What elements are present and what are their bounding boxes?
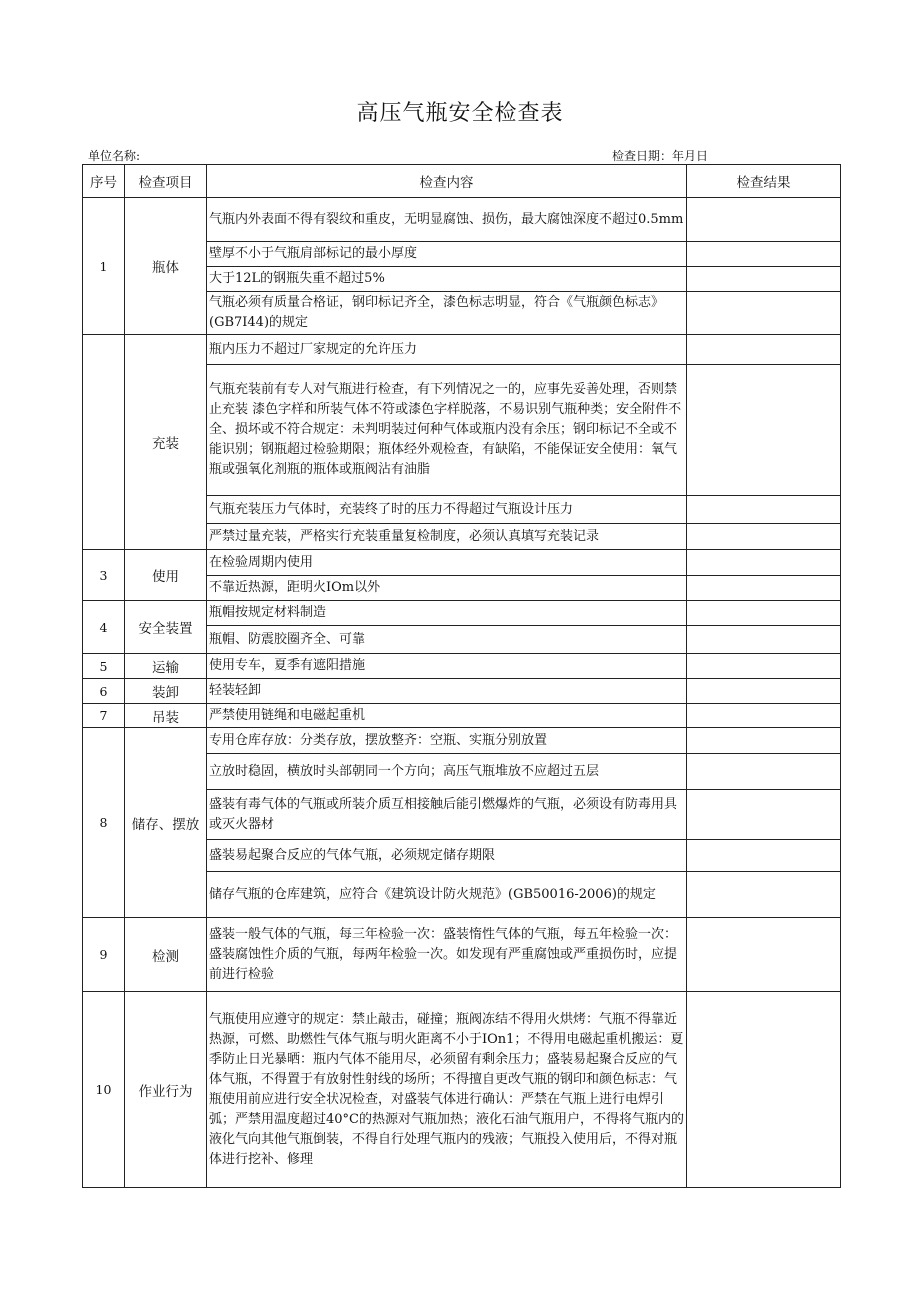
check-content: 不靠近热源，距明火IOm以外 <box>207 576 687 601</box>
section-item: 充装 <box>125 335 207 550</box>
check-content: 气瓶充装压力气体时，充装终了时的压力不得超过气瓶设计压力 <box>207 496 687 524</box>
check-content: 轻装轻卸 <box>207 679 687 704</box>
unit-name-label: 单位名称: <box>88 149 141 163</box>
section-no: 3 <box>83 550 125 601</box>
check-content: 气瓶使用应遵守的规定：禁止敲击，碰撞；瓶阀冻结不得用火烘烤：气瓶不得靠近热源，可燃、助燃性气体气瓶与明火距离不小于IOn1；不得用电磁起重机搬运：夏季防止日光暴晒：瓶内气体不能用尽，必须留有剩余压力；盛装易起聚合反应的气体气瓶，不得置于有放射性射线的场所；不得擅自更改气瓶的钢印和颜色标志：气瓶使用前应进行安全状况检查，对盛装气体进行确认：严禁在气瓶上进行电焊引弧；严禁用温度超过40°C的热源对气瓶加热；液化石油气瓶用户，不得将气瓶内的液化气向其他气瓶倒装，不得自行处理气瓶内的残液；气瓶投入使用后，不得对瓶体进行挖补、修理 <box>207 992 687 1188</box>
check-content: 严禁使用链绳和电磁起重机 <box>207 704 687 728</box>
check-content: 瓶帽、防震胶圈齐全、可靠 <box>207 626 687 654</box>
check-content <box>207 267 687 292</box>
result-cell[interactable] <box>687 292 841 335</box>
header-content: 检查内容 <box>207 165 687 198</box>
table-row <box>83 728 841 754</box>
check-content: 盛装一般气体的气瓶，每三年检验一次：盛装惰性气体的气瓶，每五年检验一次：盛装腐蚀性介质的气瓶，每两年检验一次。如发现有严重腐蚀或严重损伤时，应提前进行检验 <box>207 918 687 992</box>
result-cell[interactable] <box>687 872 841 918</box>
section-item: 瓶体 <box>125 198 207 335</box>
result-cell[interactable] <box>687 679 841 704</box>
inspection-date-label: 检查日期：年月日 <box>612 149 709 163</box>
section-item: 吊装 <box>125 704 207 728</box>
check-content: 瓶帽按规定材料制造 <box>207 601 687 626</box>
header-item: 检查项目 <box>125 165 207 198</box>
check-content: 立放时稳固，横放时头部朝同一个方向；高压气瓶堆放不应超过五层 <box>207 754 687 790</box>
result-cell[interactable] <box>687 840 841 872</box>
result-cell[interactable] <box>687 654 841 679</box>
check-content: 盛装有毒气体的气瓶或所装介质互相接触后能引燃爆炸的气瓶，必须设有防毒用具或灭火器材 <box>207 790 687 840</box>
result-cell[interactable] <box>687 496 841 524</box>
check-content: 盛装易起聚合反应的气体气瓶，必须规定储存期限 <box>207 840 687 872</box>
section-item: 运输 <box>125 654 207 679</box>
section-item: 检测 <box>125 918 207 992</box>
table-row <box>83 654 841 679</box>
result-cell[interactable] <box>687 626 841 654</box>
section-no: 9 <box>83 918 125 992</box>
check-content: 气瓶充装前有专人对气瓶进行检查，有下列情况之一的，应事先妥善处理，否则禁止充装 漆色字样和所装气体不符或漆色字样脱落，不易识别气瓶种类；安全附件不全、损坏或不符合规定：未判明装过何种气体或瓶内没有余压；钢印标记不全或不能识别；钢瓶超过检验期限；瓶体经外观检查，有缺陷，不能保证安全使用：氧气瓶或强氧化剂瓶的瓶体或瓶阀沾有油脂 <box>207 365 687 496</box>
section-no: 10 <box>83 992 125 1188</box>
table-row <box>83 679 841 704</box>
check-content: 在检验周期内使用 <box>207 550 687 576</box>
check-content: 使用专车，夏季有遮阳措施 <box>207 654 687 679</box>
result-cell[interactable] <box>687 704 841 728</box>
page-title: 高压气瓶安全检查表 <box>356 101 564 126</box>
section-no: 6 <box>83 679 125 704</box>
check-content: 气瓶内外表面不得有裂纹和重皮，无明显腐蚀、损伤，最大腐蚀深度不超过0.5mm <box>207 198 687 242</box>
check-content: 瓶内压力不超过厂家规定的允许压力 <box>207 335 687 365</box>
result-cell[interactable] <box>687 992 841 1188</box>
result-cell[interactable] <box>687 335 841 365</box>
section-no: 7 <box>83 704 125 728</box>
check-content: 储存气瓶的仓库建筑，应符合《建筑设计防火规范》(GB50016-2006)的规定 <box>207 872 687 918</box>
result-cell[interactable] <box>687 365 841 496</box>
check-content: 专用仓库存放：分类存放，摆放整齐：空瓶、实瓶分别放置 <box>207 728 687 754</box>
table-row <box>83 550 841 576</box>
table-row <box>83 601 841 626</box>
result-cell[interactable] <box>687 198 841 242</box>
table-row <box>83 198 841 242</box>
header-result: 检查结果 <box>687 165 841 198</box>
section-no: 1 <box>83 198 125 335</box>
check-content: 壁厚不小于气瓶肩部标记的最小厚度 <box>207 242 687 267</box>
result-cell[interactable] <box>687 601 841 626</box>
section-no: 4 <box>83 601 125 654</box>
section-item: 安全装置 <box>125 601 207 654</box>
section-no: 8 <box>83 728 125 918</box>
section-item: 储存、摆放 <box>125 728 207 918</box>
section-item: 作业行为 <box>125 992 207 1188</box>
check-content: 气瓶必须有质量合格证，钢印标记齐全，漆色标志明显，符合《气瓶颜色标志》(GB7I44)的规定 <box>207 292 687 335</box>
table-row <box>83 992 841 1188</box>
table-header-row <box>83 165 841 198</box>
header-no: 序号 <box>83 165 125 198</box>
table-row <box>83 335 841 365</box>
table-row <box>83 704 841 728</box>
section-no: 5 <box>83 654 125 679</box>
section-item: 装卸 <box>125 679 207 704</box>
table-row <box>83 918 841 992</box>
result-cell[interactable] <box>687 524 841 550</box>
result-cell[interactable] <box>687 728 841 754</box>
inspection-table <box>82 164 841 1188</box>
section-item: 使用 <box>125 550 207 601</box>
result-cell[interactable] <box>687 242 841 267</box>
result-cell[interactable] <box>687 790 841 840</box>
result-cell[interactable] <box>687 918 841 992</box>
result-cell[interactable] <box>687 754 841 790</box>
section-no <box>83 335 125 550</box>
check-content: 严禁过量充装，严格实行充装重量复检制度，必须认真填写充装记录 <box>207 524 687 550</box>
highlighted-text: 大于12L的钢瓶失重不超过5% <box>209 271 385 286</box>
result-cell[interactable] <box>687 550 841 576</box>
result-cell[interactable] <box>687 576 841 601</box>
result-cell[interactable] <box>687 267 841 292</box>
